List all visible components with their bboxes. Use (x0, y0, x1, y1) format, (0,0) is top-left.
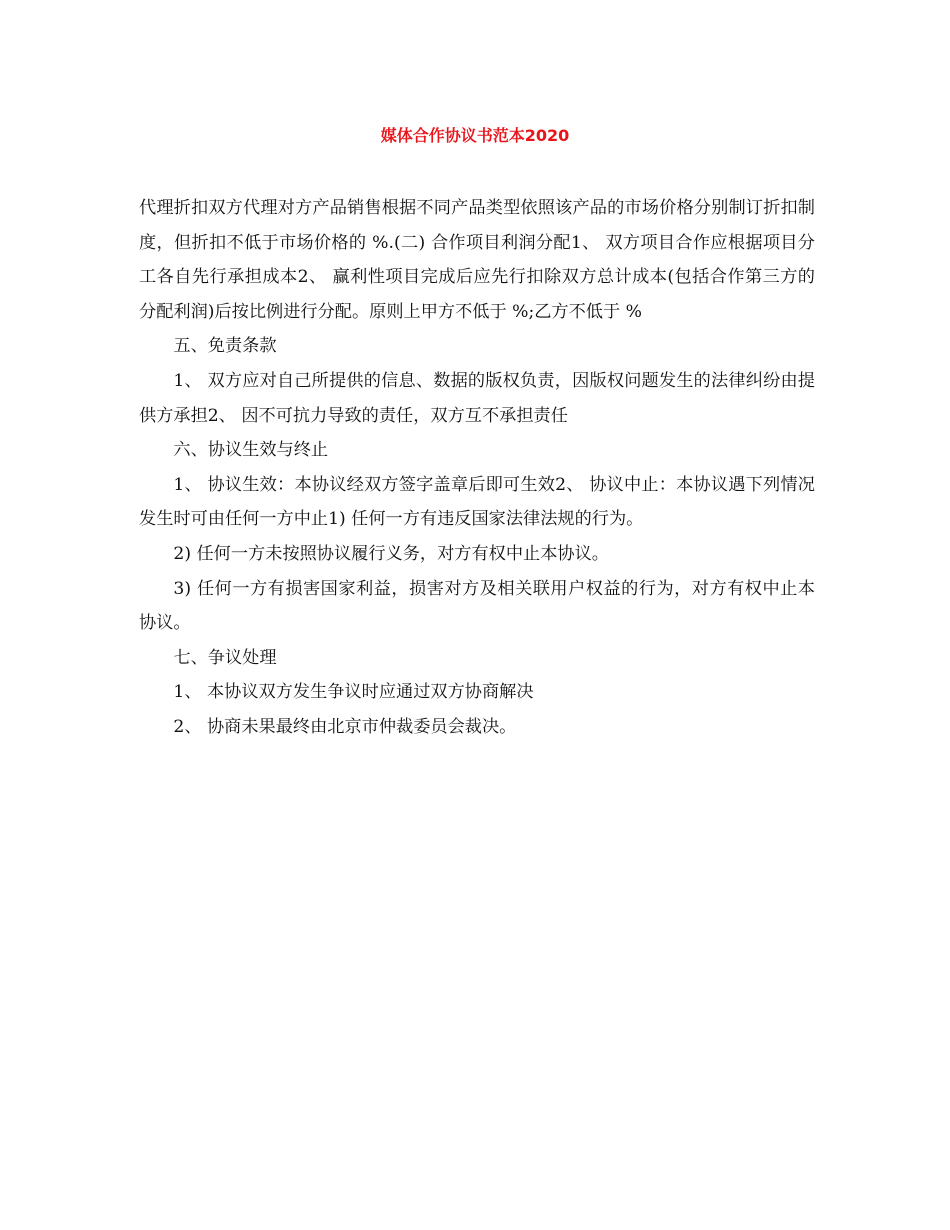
paragraph-termination-2: 2) 任何一方未按照协议履行义务，对方有权中止本协议。 (173, 543, 609, 564)
section-heading-disclaimer: 五、免责条款 (173, 336, 277, 357)
document-body (139, 191, 815, 745)
paragraph-dispute-2: 2、 协商未果最终由北京市仲裁委员会裁决。 (173, 716, 517, 737)
paragraph-termination-3: 3) 任何一方有损害国家利益，损害对方及相关联用户权益的行为，对方有权中止本协议。 (139, 578, 815, 634)
paragraph-dispute-1: 1、 本协议双方发生争议时应通过双方协商解决 (173, 682, 534, 703)
paragraph-effect-termination: 1、 协议生效：本协议经双方签字盖章后即可生效2、 协议中止：本协议遇下列情况发生时可由任何一方中止1) 任何一方有违反国家法律法规的行为。 (139, 474, 815, 530)
paragraph-disclaimer: 1、 双方应对自己所提供的信息、数据的版权负责，因版权问题发生的法律纠纷由提供方承担2、 因不可抗力导致的责任，双方互不承担责任 (139, 370, 815, 426)
document-title: 媒体合作协议书范本2020 (380, 126, 570, 145)
section-heading-dispute: 七、争议处理 (173, 647, 277, 668)
paragraph-profit-distribution: 代理折扣双方代理对方产品销售根据不同产品类型依照该产品的市场价格分别制订折扣制度，但折扣不低于市场价格的 %.(二) 合作项目利润分配1、 双方项目合作应根据项目分工各自先行承担成本2、 赢利性项目完成后应先行扣除双方总计成本(包括合作第三方的分配利润)后按比例进行分配。原则上甲方不低于 %;乙方不低于 % (139, 198, 815, 322)
section-heading-effect-termination: 六、协议生效与终止 (173, 440, 329, 461)
